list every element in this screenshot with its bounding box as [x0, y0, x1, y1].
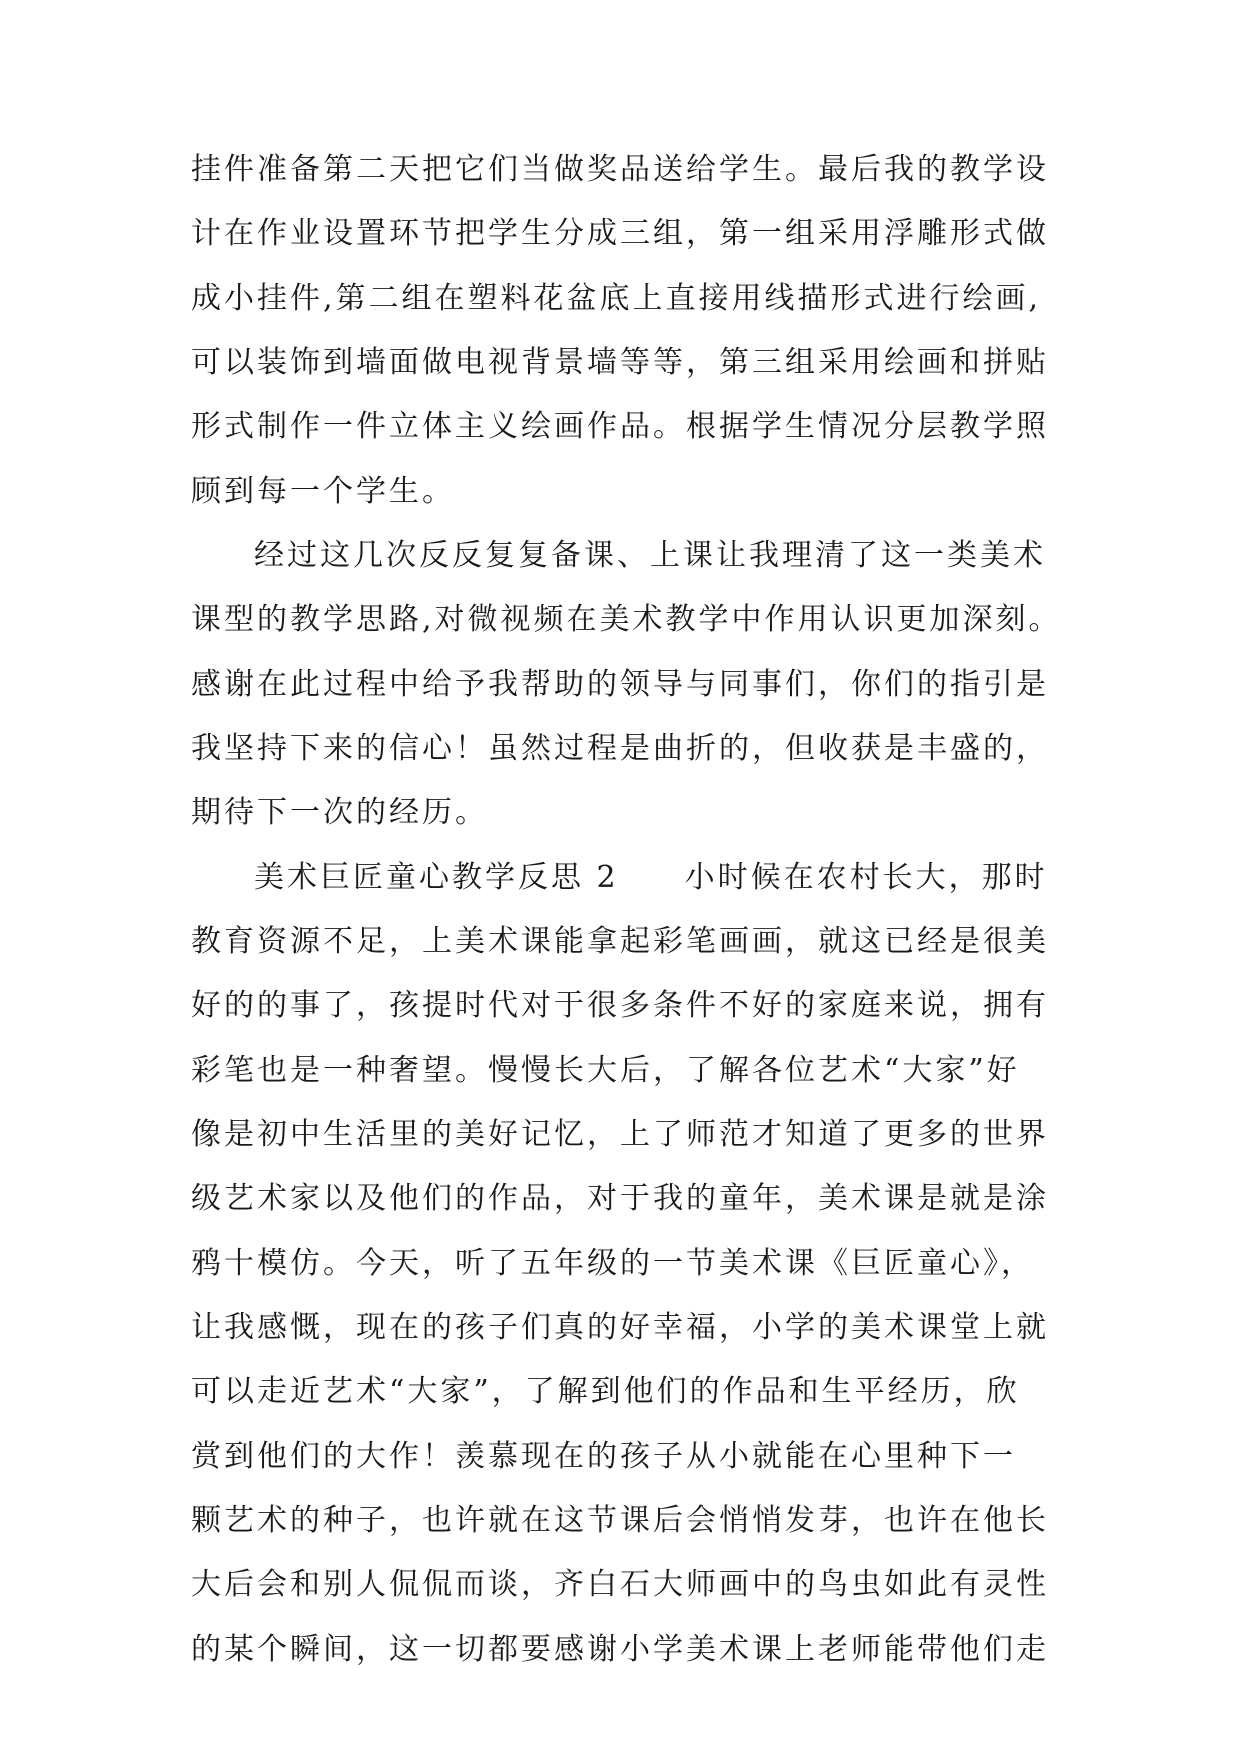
text-line: 鸦十模仿。今天，听了五年级的一节美术课《巨匠童心》， — [191, 1246, 1034, 1281]
text-line: 级艺术家以及他们的作品，对于我的童年，美术课是就是涂 — [191, 1181, 1049, 1216]
text-line: 颗艺术的种子，也许就在这节课后会悄悄发芽，也许在他长 — [191, 1503, 1049, 1538]
text-line: 我坚持下来的信心！虽然过程是曲折的，但收获是丰盛的， — [191, 731, 1049, 766]
text-line: 可以装饰到墙面做电视背景墙等等，第三组采用绘画和拼贴 — [191, 345, 1049, 380]
text-line: 好的的事了，孩提时代对于很多条件不好的家庭来说，拥有 — [191, 988, 1049, 1023]
text-line: 挂件准备第二天把它们当做奖品送给学生。最后我的教学设 — [191, 152, 1049, 187]
text-line: 成小挂件,第二组在塑料花盆底上直接用线描形式进行绘画, — [191, 281, 1042, 316]
text-line: 计在作业设置环节把学生分成三组，第一组采用浮雕形式做 — [191, 216, 1049, 251]
text-line: 彩笔也是一种奢望。慢慢长大后，了解各位艺术“大家”好 — [191, 1053, 1020, 1088]
text-line: 期待下一次的经历。 — [191, 795, 488, 830]
paragraph-first-line: 经过这几次反反复复备课、上课让我理清了这一类美术 — [254, 538, 1046, 573]
text-line: 可以走近艺术“大家”，了解到他们的作品和生平经历，欣 — [191, 1374, 1020, 1409]
text-line: 的某个瞬间，这一切都要感谢小学美术课上老师能带他们走 — [191, 1632, 1049, 1667]
text-line: 教育资源不足，上美术课能拿起彩笔画画，就这已经是很美 — [191, 924, 1049, 959]
text-line: 课型的教学思路,对微视频在美术教学中作用认识更加深刻。 — [191, 602, 1062, 637]
section-heading-line: 美术巨匠童心教学反思 2 小时候在农村长大，那时 — [254, 860, 1048, 895]
text-line: 大后会和别人侃侃而谈，齐白石大师画中的鸟虫如此有灵性 — [191, 1567, 1049, 1602]
text-line: 顾到每一个学生。 — [191, 474, 455, 509]
text-line: 让我感慨，现在的孩子们真的好幸福，小学的美术课堂上就 — [191, 1310, 1049, 1345]
text-line: 感谢在此过程中给予我帮助的领导与同事们，你们的指引是 — [191, 667, 1049, 702]
text-line: 形式制作一件立体主义绘画作品。根据学生情况分层教学照 — [191, 409, 1049, 444]
text-line: 赏到他们的大作！羡慕现在的孩子从小就能在心里种下一 — [191, 1439, 1016, 1474]
text-line: 像是初中生活里的美好记忆，上了师范才知道了更多的世界 — [191, 1117, 1049, 1152]
